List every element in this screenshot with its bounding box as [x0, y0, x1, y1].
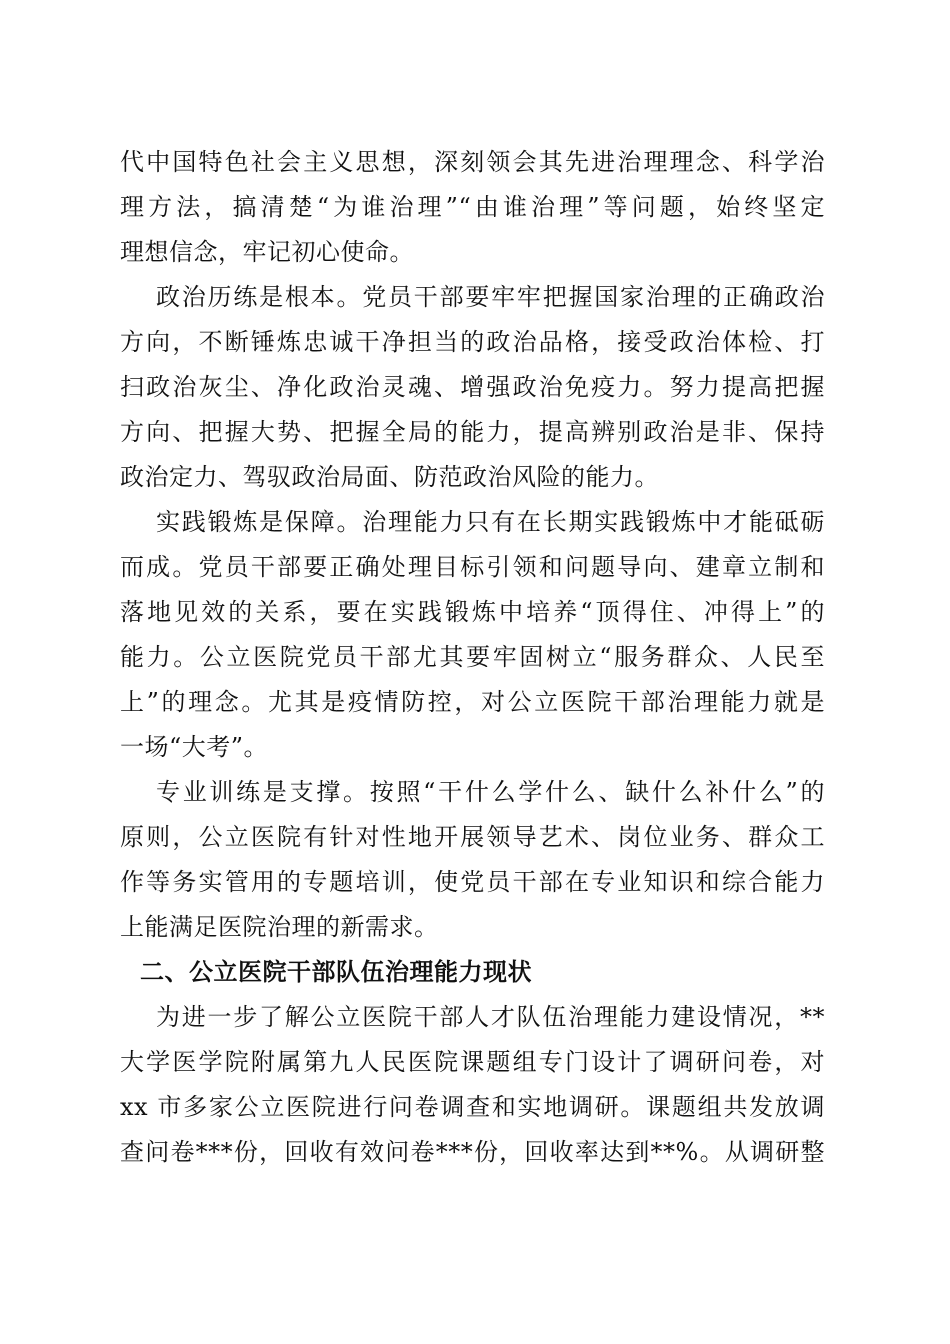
text-line: 一场“大考”。 — [120, 733, 269, 761]
text-line: 落地见效的关系，要在实践锻炼中培养“顶得住、冲得上”的 — [120, 598, 825, 626]
text-line: 政治定力、驾驭政治局面、防范政治风险的能力。 — [120, 463, 659, 491]
document-body — [120, 140, 825, 1175]
paragraph-survey — [120, 995, 825, 1175]
paragraph-practice-training — [120, 500, 825, 770]
paragraph-political-training — [120, 275, 825, 500]
text-line: 查问卷***份，回收有效问卷***份，回收率达到**%。从调研整 — [120, 1138, 825, 1166]
text-line: 原则，公立医院有针对性地开展领导艺术、岗位业务、群众工 — [120, 823, 825, 851]
text-line: 方向，不断锤炼忠诚干净担当的政治品格，接受政治体检、打 — [120, 328, 825, 356]
text-line: xx 市多家公立医院进行问卷调查和实地调研。课题组共发放调 — [120, 1093, 825, 1121]
text-line: 上能满足医院治理的新需求。 — [120, 913, 439, 941]
paragraph-professional-training — [120, 770, 825, 950]
text-line: 而成。党员干部要正确处理目标引领和问题导向、建章立制和 — [120, 553, 825, 581]
paragraph-continuation — [120, 140, 825, 275]
text-line: 上”的理念。尤其是疫情防控，对公立医院干部治理能力就是 — [120, 688, 825, 716]
text-line: 能力。公立医院党员干部尤其要牢固树立“服务群众、人民至 — [120, 643, 825, 671]
text-line: 政治历练是根本。党员干部要牢牢把握国家治理的正确政治 — [156, 283, 825, 311]
text-line: 实践锻炼是保障。治理能力只有在长期实践锻炼中才能砥砺 — [156, 508, 825, 536]
text-line: 扫政治灰尘、净化政治灵魂、增强政治免疫力。努力提高把握 — [120, 373, 825, 401]
text-line: 方向、把握大势、把握全局的能力，提高辨别政治是非、保持 — [120, 418, 825, 446]
text-line: 代中国特色社会主义思想，深刻领会其先进治理理念、科学治 — [120, 148, 825, 176]
text-line: 理想信念，牢记初心使命。 — [120, 238, 414, 266]
text-line: 作等务实管用的专题培训，使党员干部在专业知识和综合能力 — [120, 868, 825, 896]
text-line: 大学医学院附属第九人民医院课题组专门设计了调研问卷，对 — [120, 1048, 825, 1076]
section-heading: 二、公立医院干部队伍治理能力现状 — [140, 958, 532, 986]
text-line: 为进一步了解公立医院干部人才队伍治理能力建设情况，** — [156, 1003, 825, 1031]
text-line: 理方法，搞清楚“为谁治理”“由谁治理”等问题，始终坚定 — [120, 193, 825, 221]
text-line: 专业训练是支撑。按照“干什么学什么、缺什么补什么”的 — [156, 778, 825, 806]
